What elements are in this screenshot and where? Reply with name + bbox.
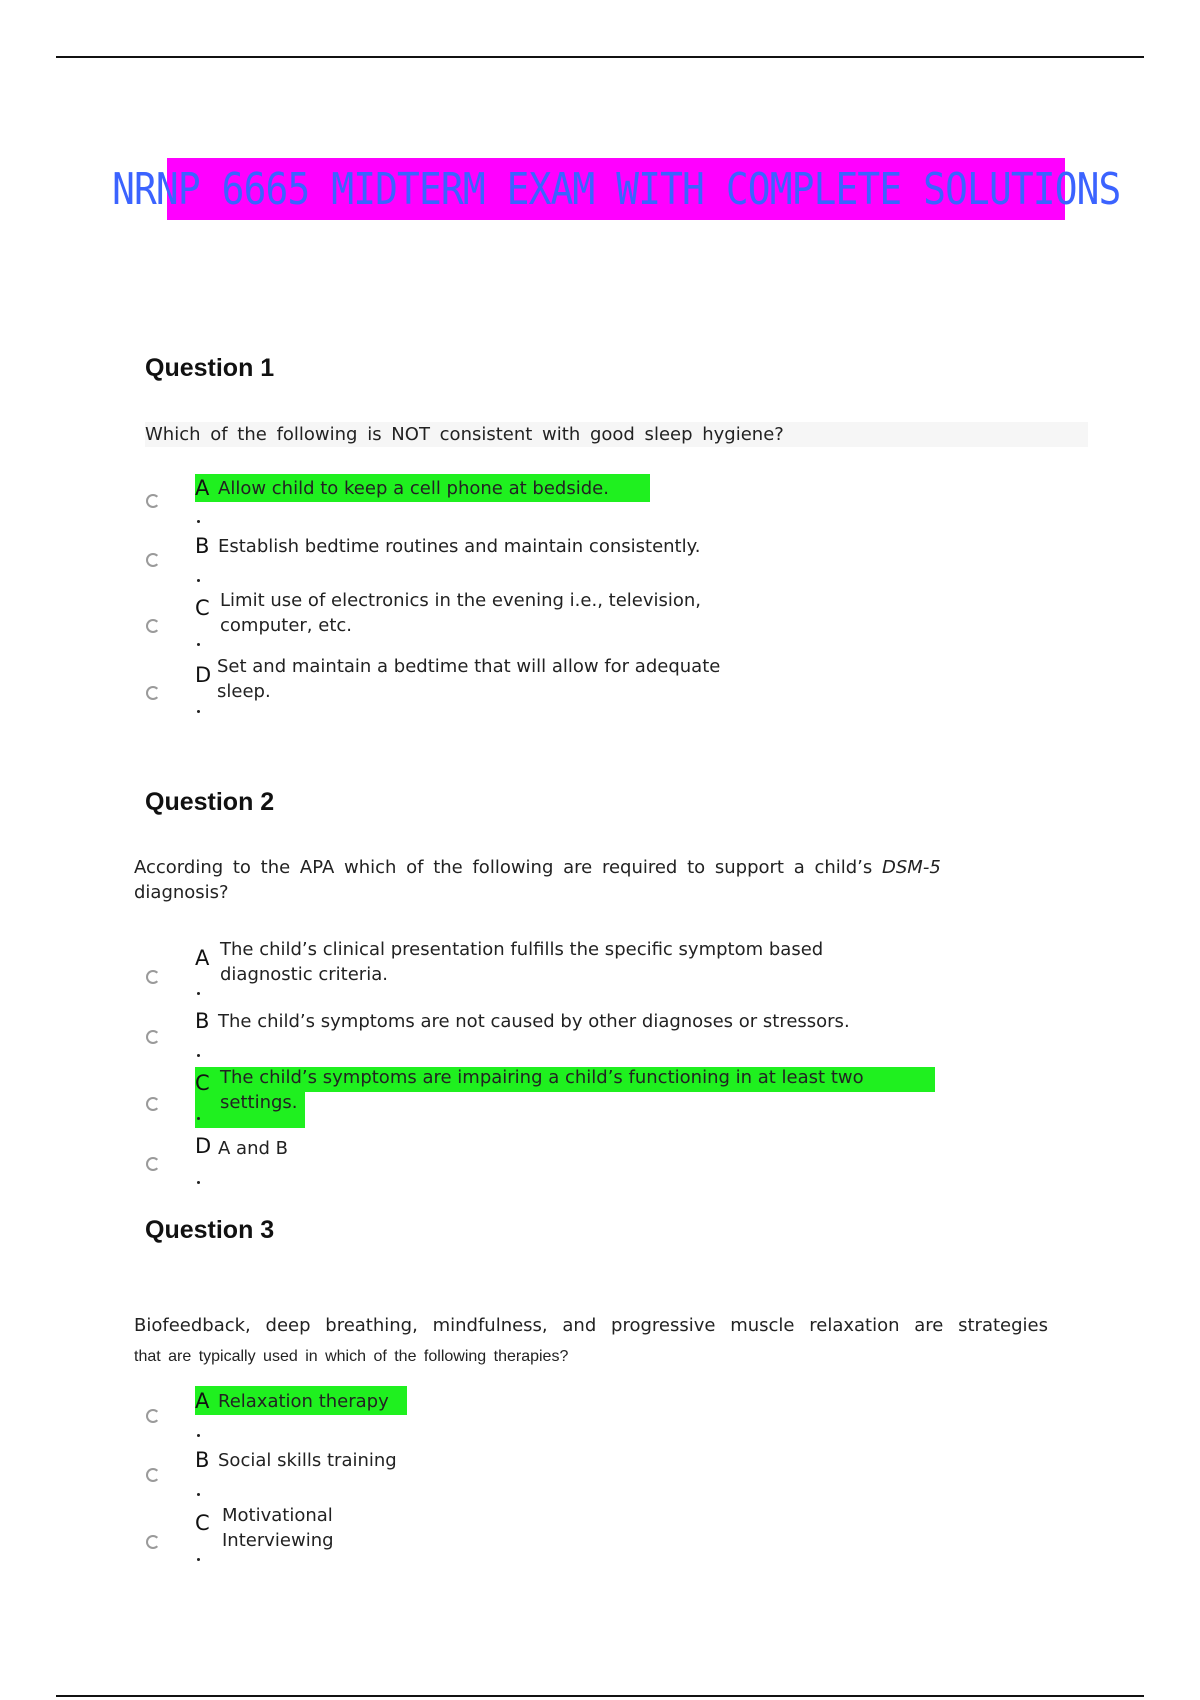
option-letter: C	[195, 1511, 210, 1535]
question-2-option-b-text: The child’s symptoms are not caused by other diagnoses or stressors.	[218, 1011, 850, 1032]
question-1-option-a-text: Allow child to keep a cell phone at bedside.	[218, 478, 609, 499]
question-1-option-a-radio[interactable]	[146, 494, 160, 508]
question-3-option-b-radio[interactable]	[146, 1468, 160, 1482]
option-dot	[197, 1117, 200, 1120]
option-dot	[197, 643, 200, 646]
question-3-prompt-line-2: that are typically used in which of the following therapies?	[134, 1348, 569, 1365]
question-1-option-c-radio[interactable]	[146, 619, 160, 633]
question-2-heading: Question 2	[145, 788, 275, 816]
option-letter: A	[195, 1389, 210, 1413]
question-2-prompt-text: According to the APA which of the following are required to support a child’s	[134, 857, 883, 878]
option-letter: A	[195, 476, 210, 500]
question-3-prompt-line-1: Biofeedback, deep breathing, mindfulness, and progressive muscle relaxation are strategies	[134, 1315, 1048, 1336]
question-2-option-d-text: A and B	[218, 1138, 288, 1159]
question-2-prompt-end: diagnosis?	[134, 882, 229, 903]
question-3-option-c-text: Motivational Interviewing	[222, 1505, 334, 1551]
option-letter: D	[195, 1134, 212, 1158]
question-1-option-c-text: Limit use of electronics in the evening i.e., television, computer, etc.	[220, 590, 702, 636]
bottom-rule	[56, 1695, 1144, 1697]
question-1-heading: Question 1	[145, 354, 275, 382]
question-1-option-b-text: Establish bedtime routines and maintain consistently.	[218, 536, 701, 557]
question-3-option-b-text: Social skills training	[218, 1450, 397, 1471]
option-dot	[197, 1493, 200, 1496]
option-dot	[197, 520, 200, 523]
option-dot	[197, 579, 200, 582]
question-3-option-a-text: Relaxation therapy	[218, 1391, 389, 1412]
document-title-banner	[111, 158, 1121, 220]
question-3-prompt	[134, 1313, 1048, 1369]
option-dot	[197, 1434, 200, 1437]
option-dot	[197, 992, 200, 995]
option-dot	[197, 1558, 200, 1561]
option-letter: B	[195, 1009, 210, 1033]
option-letter: C	[195, 1071, 210, 1095]
question-1-option-d-text: Set and maintain a bedtime that will allow for adequate sleep.	[217, 656, 721, 702]
option-dot	[197, 710, 200, 713]
question-1-prompt: Which of the following is NOT consistent with good sleep hygiene?	[145, 422, 1088, 447]
question-3-option-c-radio[interactable]	[146, 1535, 160, 1549]
option-letter: B	[195, 534, 210, 558]
question-2-prompt-emphasis: DSM-5	[882, 857, 941, 878]
question-2-option-a-radio[interactable]	[146, 970, 160, 984]
document-title: NRNP 6665 MIDTERM EXAM WITH COMPLETE SOLUTIONS	[111, 163, 1121, 215]
question-1-option-b-radio[interactable]	[146, 553, 160, 567]
question-2-option-c-text: The child’s symptoms are impairing a child’s functioning in at least two settings.	[220, 1067, 864, 1113]
question-2-option-c-radio[interactable]	[146, 1097, 160, 1111]
top-rule	[56, 56, 1144, 58]
question-3-option-a-radio[interactable]	[146, 1409, 160, 1423]
option-letter: C	[195, 596, 210, 620]
question-2-option-a-text: The child’s clinical presentation fulfills the specific symptom based diagnostic criteria.	[220, 939, 824, 985]
question-2-option-b-radio[interactable]	[146, 1030, 160, 1044]
option-letter: B	[195, 1448, 210, 1472]
question-1-option-d-radio[interactable]	[146, 686, 160, 700]
option-letter: D	[195, 663, 212, 687]
question-3-heading: Question 3	[145, 1216, 275, 1244]
option-dot	[197, 1054, 200, 1057]
option-dot	[197, 1181, 200, 1184]
option-letter: A	[195, 946, 210, 970]
question-2-prompt	[134, 855, 964, 905]
question-2-option-d-radio[interactable]	[146, 1157, 160, 1171]
